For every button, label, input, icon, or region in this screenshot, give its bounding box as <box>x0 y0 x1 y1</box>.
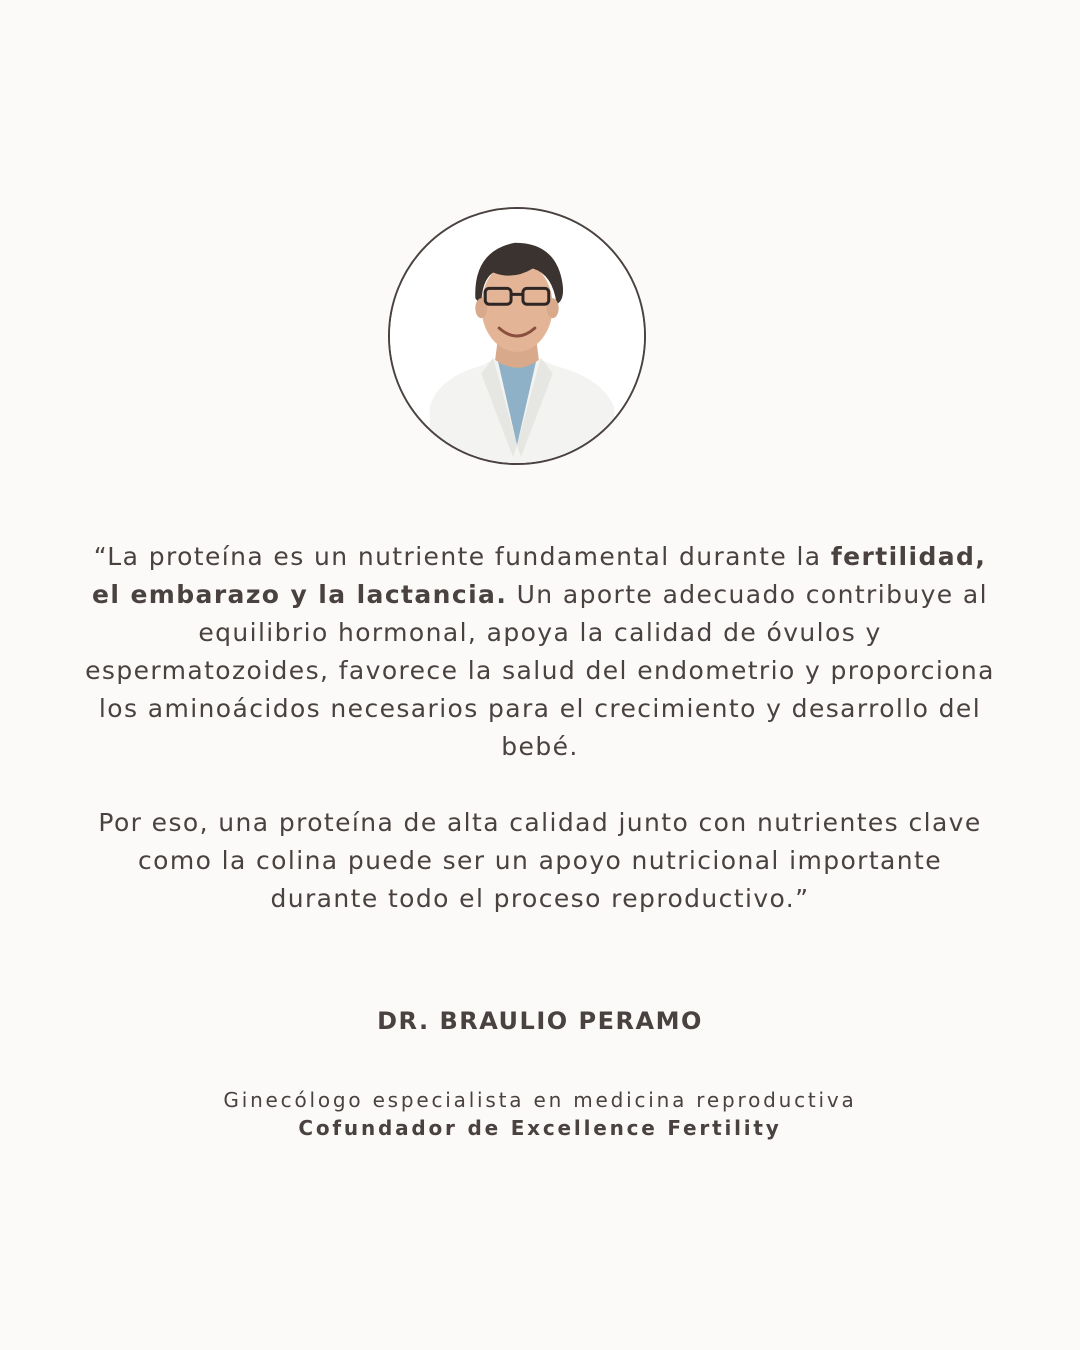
doctor-role: Ginecólogo especialista en medicina reproductiva <box>223 1088 857 1112</box>
doctor-portrait-icon <box>390 209 644 463</box>
quote-highlight: fertilidad, el embarazo y la lactancia. <box>92 542 987 609</box>
quote-paragraph-2: Por eso, una proteína de alta calidad junto con nutrientes clave como la colina puede ser un apoyo nutricional importante durante todo el proceso reproductivo.” <box>98 808 982 913</box>
doctor-name: DR. BRAULIO PERAMO <box>377 1007 703 1035</box>
quote-paragraph-1 <box>80 538 1000 766</box>
doctor-company: Cofundador de Excellence Fertility <box>298 1116 782 1140</box>
quote-paragraph-1-end: Un aporte adecuado contribuye al equilibrio hormonal, apoya la calidad de óvulos y espermatozoides, favorece la salud del endometrio y proporciona los aminoácidos necesarios para el crecimiento y desarrollo del bebé. <box>85 580 995 761</box>
quote-paragraph-1-start: “La proteína es un nutriente fundamental durante la <box>93 542 831 571</box>
doctor-avatar <box>388 207 646 465</box>
testimonial-quote <box>80 538 1000 918</box>
